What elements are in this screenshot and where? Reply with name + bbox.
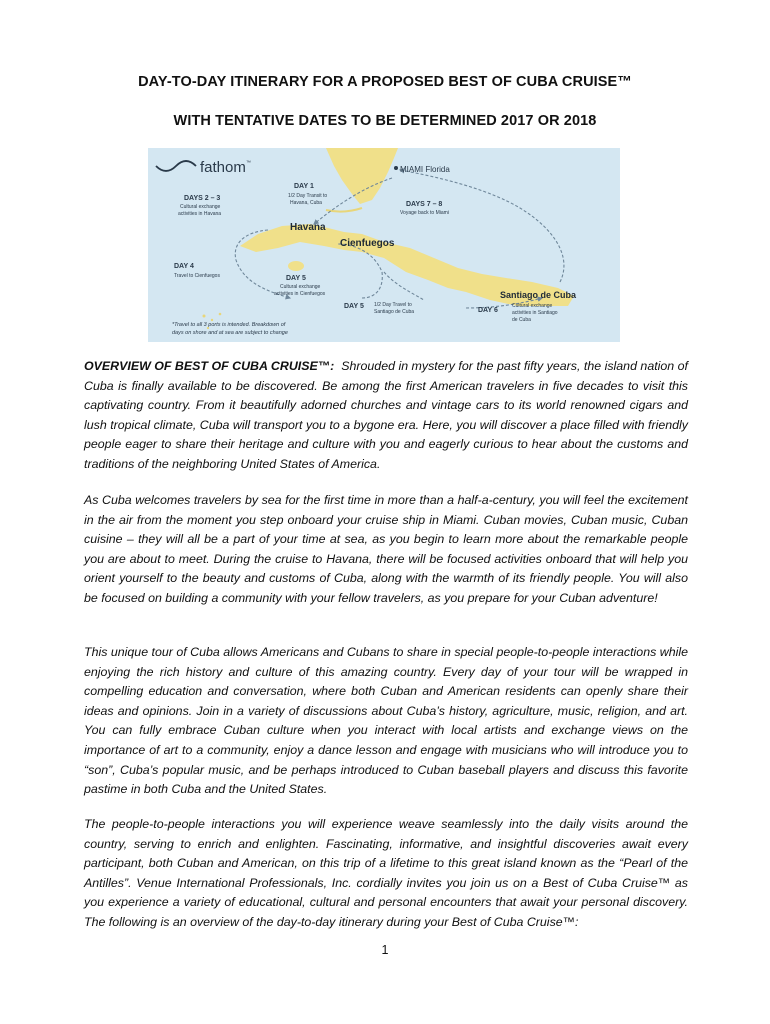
day4-desc: Travel to Cienfuegos	[174, 273, 220, 279]
document-subtitle: WITH TENTATIVE DATES TO BE DETERMINED 2017 OR 2018	[173, 113, 597, 129]
day1-title: DAY 1	[294, 183, 314, 190]
day4-title: DAY 4	[174, 263, 194, 270]
miami-marker	[394, 166, 398, 170]
day6-desc-1: Cultural exchange	[512, 303, 553, 309]
day5a-title: DAY 5	[286, 275, 306, 282]
overview-paragraph-4: The people-to-people interactions you will experience weave seamlessly into the daily visits around the country, serving to enrich and enlighten. Fascinating, informative, and insightful discoveries await every participant, both Cuban and American, on this trip of a lifetime to this great island known as the “Pearl of the Antilles”. Venue International Professionals, Inc. cordially invites you join us on a Best of Cuba Cruise™ as you experience a variety of educational, cultural and personal encounters that await your personal discovery. The following is an overview of the day-to-day itinerary during your Best of Cuba Cruise™:	[84, 817, 688, 929]
havana-label: Havana	[290, 222, 326, 233]
days78-desc: Voyage back to Miami	[400, 210, 449, 216]
map-note-1: *Travel to all 3 ports is intended. Breakdown of	[172, 322, 286, 328]
day5a-desc-1: Cultural exchange	[280, 284, 321, 290]
day5a-desc-2: activities in Cienfuegos	[274, 291, 326, 297]
days23-desc-1: Cultural exchange	[180, 204, 221, 210]
day1-desc-1: 1/2 Day Transit to	[288, 193, 328, 199]
day5b-title: DAY 5	[344, 303, 364, 310]
santiago-label: Santiago de Cuba	[500, 290, 577, 300]
page-number: 1	[381, 943, 389, 957]
day6-title: DAY 6	[478, 307, 498, 314]
cienfuegos-label: Cienfuegos	[340, 238, 395, 249]
miami-label: MIAMI Florida	[400, 165, 450, 174]
day5b-desc-2: Santiago de Cuba	[374, 309, 415, 315]
day6-desc-3: de Cuba	[512, 317, 531, 323]
overview-paragraph-2: As Cuba welcomes travelers by sea for the first time in more than a half-a-century, you will feel the excitement in the air from the moment you step onboard your cruise ship in Miami. Cuban movies, Cuban music, Cuban cuisine – they will all be a part of your time at sea, as you begin to learn more about the remarkable people you are about to meet. During the cruise to Havana, there will be focused activities onboard that will help you orient yourself to the beauty and customs of Cuba, along with the warmth of its friendly people. You will also be focused on building a community with your fellow travelers, as you prepare for your Cuban adventure!	[84, 493, 688, 605]
day5b-desc-1: 1/2 Day Travel to	[374, 302, 412, 308]
overview-paragraph-1	[84, 357, 688, 475]
isla-juventud	[288, 261, 304, 271]
days78-title: DAYS 7 – 8	[406, 201, 443, 208]
day6-desc-2: activities in Santiago	[512, 310, 558, 316]
days23-title: DAYS 2 – 3	[184, 195, 221, 202]
document-title: DAY-TO-DAY ITINERARY FOR A PROPOSED BEST OF CUBA CRUISE™	[138, 74, 632, 90]
days23-desc-2: activities in Havana	[178, 211, 222, 217]
itinerary-map	[148, 148, 620, 342]
day1-desc-2: Havana, Cuba	[290, 200, 322, 206]
map-note-2: days on shore and at sea are subject to change	[172, 330, 288, 336]
fathom-brand: fathom	[200, 159, 246, 176]
overview-text-1: Shrouded in mystery for the past fifty years, the island nation of Cuba is finally available to be discovered. Be among the first American travelers in five decades to visit this captivating country. From it beautifully adorned churches and vintage cars to its world renowned cigars and lush tropical climate, Cuba will transport you to a bygone era. Here, you will discover a place filled with friendly people eager to share their heritage and culture with you and eagerly curious to hear about the customs and traditions of the neighboring United States of America.	[84, 359, 688, 471]
fathom-tm: ™	[246, 160, 251, 166]
overview-paragraph-3: This unique tour of Cuba allows Americans and Cubans to share in special people-to-people interactions while enjoying the rich history and culture of this amazing country. Every day of your tour will be wrapped in compelling education and conversation, where both Cuban and American residents can openly share their ideas and opinions. Join in a variety of discussions about Cuba’s history, agriculture, music, religion, and art. You can fully embrace Cuban culture when you interact with local artists and exchange views on the importance of art to a community, enjoy a dance lesson and engage with musicians who will introduce you to “son”, Cuba’s popular music, and be perhaps introduced to Cuban baseball players and discuss this favorite pastime in both Cuba and the United States.	[84, 645, 688, 797]
overview-lead: OVERVIEW OF BEST OF CUBA CRUISE™:	[84, 359, 335, 373]
